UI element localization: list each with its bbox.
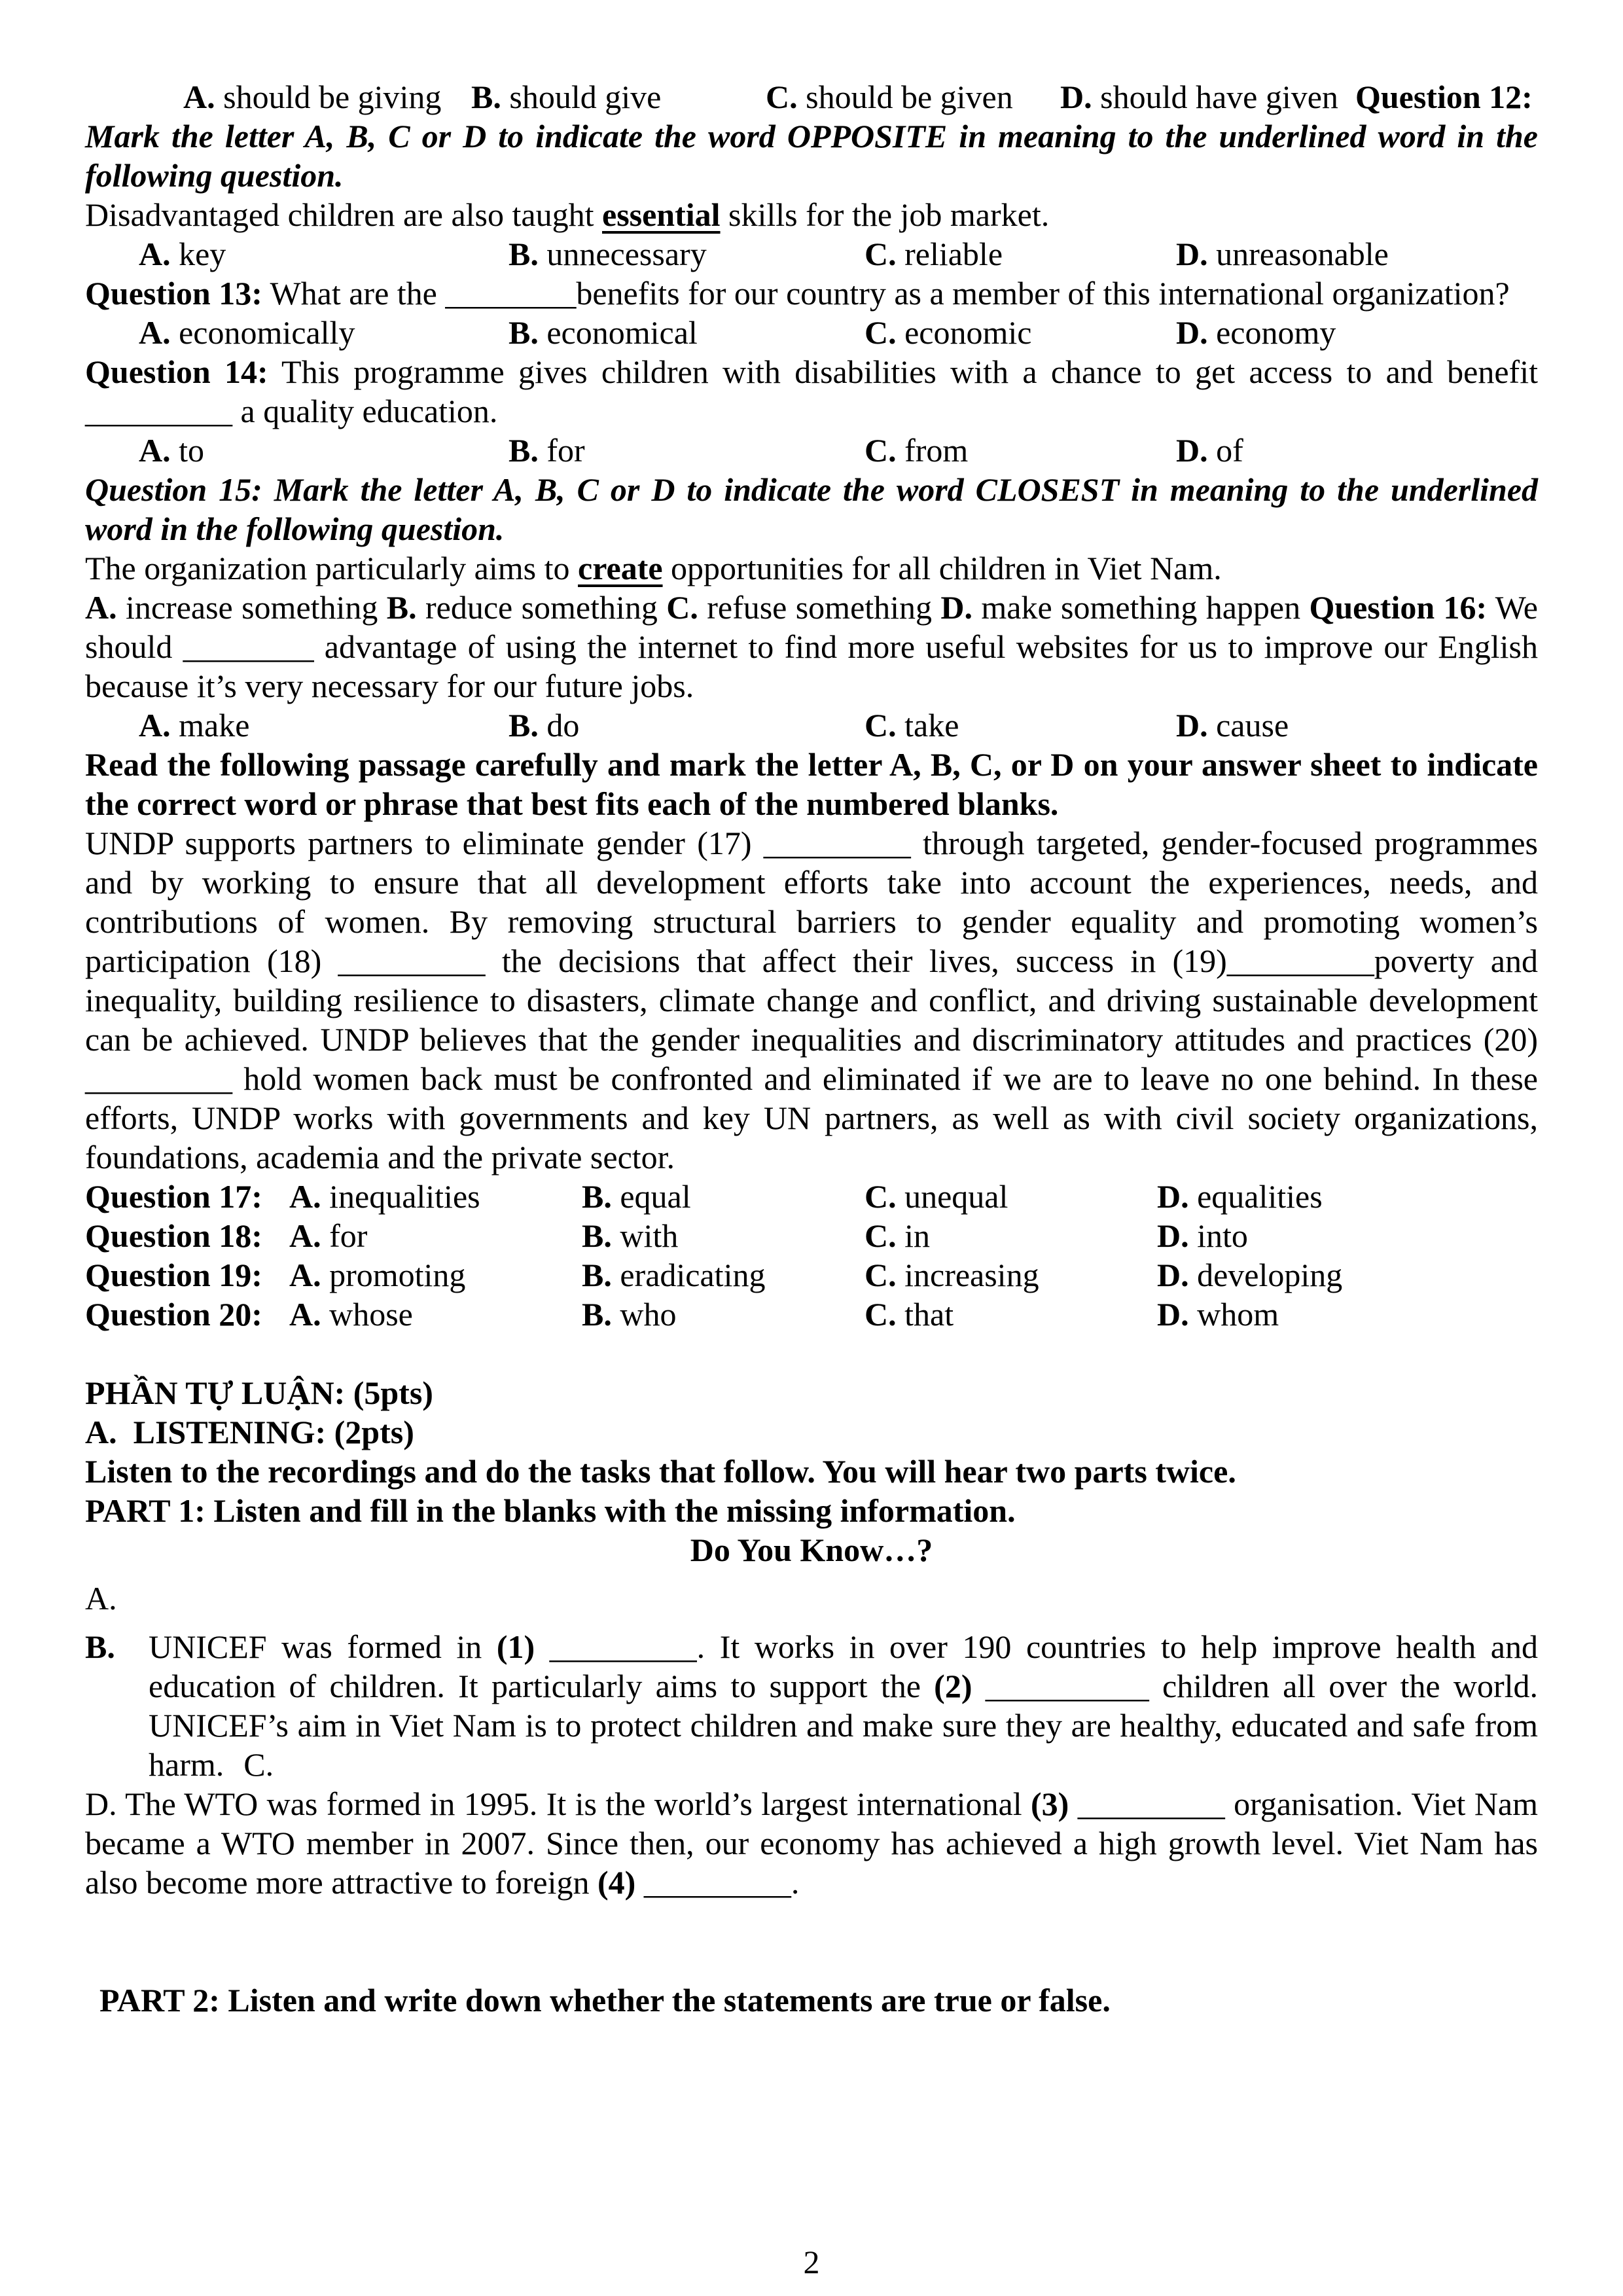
option-letter-b: B. (508, 432, 539, 469)
option-letter-d: D. (1176, 314, 1208, 351)
question-label: Question 19: (85, 1257, 262, 1293)
option-b (582, 1216, 865, 1255)
option-b (582, 1295, 865, 1334)
item-b-label: B. (85, 1628, 115, 1665)
option-c (865, 431, 1176, 470)
blank-number-3: (3) (1031, 1785, 1069, 1822)
option-letter-b: B. (508, 707, 539, 744)
option-b (582, 1255, 865, 1295)
q18-row (85, 1216, 1538, 1255)
option-letter-c: C. (865, 1178, 897, 1215)
option-text-c: unequal (904, 1178, 1008, 1215)
option-letter-d: D. (1176, 236, 1208, 272)
option-letter-d: D. (1176, 432, 1208, 469)
spacer (85, 1334, 1538, 1373)
option-d (1157, 1177, 1538, 1216)
option-text-b: with (620, 1217, 679, 1254)
option-b (508, 234, 865, 274)
option-letter-b: B. (582, 1257, 612, 1293)
option-b (471, 77, 766, 117)
option-text-a: economically (179, 314, 355, 351)
option-d (1176, 431, 1538, 470)
option-letter-a: A. (289, 1178, 321, 1215)
option-text-d: developing (1197, 1257, 1343, 1293)
q17-row (85, 1177, 1538, 1216)
question-text: What are the ________benefits for our country as a member of this international organization? (262, 275, 1510, 312)
question-label: Question 14: (85, 353, 268, 390)
spacer (85, 1570, 1538, 1579)
option-c (865, 1255, 1157, 1295)
q11-options-row (85, 77, 1538, 117)
option-d (1157, 1295, 1538, 1334)
option-text-b: unnecessary (546, 236, 707, 272)
option-text-b: do (546, 707, 580, 744)
essay-section-title: PHẦN TỰ LUẬN: (5pts) (85, 1374, 433, 1411)
option-letter-d: D. (1157, 1217, 1189, 1254)
option-d (1157, 1255, 1538, 1295)
q19-row (85, 1255, 1538, 1295)
option-c (865, 234, 1176, 274)
option-a (289, 1255, 582, 1295)
option-letter-c: C. (865, 707, 897, 744)
option-b (508, 706, 865, 745)
option-text-a: promoting (329, 1257, 466, 1293)
listening-title: A. LISTENING: (2pts) (85, 1414, 414, 1450)
option-text-d: should have given (1100, 79, 1338, 115)
option-text-b: eradicating (620, 1257, 766, 1293)
item-b-text-2: _________. It works in over 190 countries to help improve health and education of children. It particularly aims to support the (149, 1628, 1538, 1704)
option-letter-c: C. (766, 79, 798, 115)
option-letter-c: C. (865, 1257, 897, 1293)
option-letter-d: D. (940, 589, 973, 626)
option-text-b: economical (546, 314, 698, 351)
option-letter-d: D. (1176, 707, 1208, 744)
option-c (865, 1177, 1157, 1216)
option-letter-b: B. (582, 1217, 612, 1254)
option-text-b: who (620, 1296, 677, 1333)
option-letter-a: A. (85, 589, 117, 626)
spacer (85, 1941, 1538, 1981)
option-a (289, 1216, 582, 1255)
option-text-c: refuse something (698, 589, 941, 626)
sentence-pre: The organization particularly aims to (85, 550, 579, 586)
option-letter-c: C. (865, 236, 897, 272)
question-16-text: We should ________ advantage of using the internet to find more useful websites for us to improve our English because it’s very necessary for our future jobs. (85, 589, 1539, 704)
option-a (139, 313, 508, 352)
listening-item-d (85, 1784, 1538, 1902)
option-text-a: make (179, 707, 250, 744)
option-text-a: for (329, 1217, 368, 1254)
listening-item-a: A. (85, 1580, 117, 1617)
q12-options-row (85, 234, 1538, 274)
option-text-d: equalities (1197, 1178, 1323, 1215)
blank-number-4: (4) (597, 1864, 636, 1901)
option-letter-d: D. (1060, 79, 1092, 115)
spacer (85, 1618, 1538, 1627)
option-text-d: into (1197, 1217, 1248, 1254)
option-letter-a: A. (139, 236, 171, 272)
option-text-b: should give (509, 79, 662, 115)
page-number: 2 (803, 2244, 820, 2280)
option-letter-d: D. (1157, 1178, 1189, 1215)
q13-options-row (85, 313, 1538, 352)
question-text: This programme gives children with disabilities with a chance to get access to and benefit _________ a quality education. (85, 353, 1538, 429)
sentence-post: skills for the job market. (720, 196, 1050, 233)
option-a (289, 1295, 582, 1334)
question-16-label: Question 16: (1309, 589, 1488, 626)
option-a (289, 1177, 582, 1216)
option-letter-b: B. (386, 589, 417, 626)
item-c-label: C. (243, 1746, 274, 1783)
part2-title: PART 2: Listen and write down whether the statements are true or false. (99, 1982, 1111, 2018)
option-text-c: should be given (806, 79, 1013, 115)
item-b-text-1: UNICEF was formed in (149, 1628, 497, 1665)
option-text-b: reduce something (416, 589, 667, 626)
item-d-label: D. (85, 1785, 117, 1822)
option-letter-a: A. (289, 1257, 321, 1293)
option-letter-c: C. (666, 589, 698, 626)
cloze-directions: Read the following passage carefully and mark the letter A, B, C, or D on your answer sheet to indicate the correct word or phrase that best fits each of the numbered blanks. (85, 746, 1538, 822)
option-text-d: make something happen (972, 589, 1310, 626)
item-d-text-1: The WTO was formed in 1995. It is the world’s largest international (116, 1785, 1031, 1822)
option-c (865, 313, 1176, 352)
question-label: Question 20: (85, 1296, 262, 1333)
option-text-d: unreasonable (1216, 236, 1389, 272)
option-d (1176, 313, 1538, 352)
directions-text: Mark the letter A, B, C or D to indicate the word CLOSEST in meaning to the underlined word in the following question. (85, 471, 1539, 547)
q13-line (85, 274, 1538, 313)
option-text-c: take (904, 707, 959, 744)
option-text-d: of (1216, 432, 1243, 469)
blank-number-1: (1) (496, 1628, 535, 1665)
option-b (508, 313, 865, 352)
listening-item-b (85, 1627, 1538, 1784)
question-label: Question 17: (85, 1178, 262, 1215)
option-letter-b: B. (508, 236, 539, 272)
question-12-label: Question 12: (1355, 79, 1533, 115)
option-letter-a: A. (139, 314, 171, 351)
option-c (766, 77, 1060, 117)
cloze-passage: UNDP supports partners to eliminate gender (17) _________ through targeted, gender-focused programmes and by working to ensure that all development efforts take into account the experiences, needs, and contributions of women. By removing structural barriers to gender equality and promoting women’s participation (18) _________ the decisions that affect their lives, success in (19)_________poverty and inequality, building resilience to disasters, climate change and conflict, and driving sustainable development can be achieved. UNDP believes that the gender inequalities and discriminatory attitudes and practices (20) _________ hold women back must be confronted and eliminated if we are to leave no one behind. In these efforts, UNDP works with governments and key UN partners, as well as with civil society organizations, foundations, academia and the private sector. (85, 825, 1538, 1175)
option-letter-a: A. (289, 1217, 321, 1254)
q15-options-and-q16 (85, 588, 1538, 706)
question-label: Question 13: (85, 275, 262, 312)
option-text-c: in (904, 1217, 931, 1254)
option-letter-c: C. (865, 432, 897, 469)
option-a (139, 431, 508, 470)
option-d (1176, 234, 1538, 274)
item-b-text-3: __________ children all over the world. UNICEF’s aim in Viet Nam is to protect children and make sure they are healthy, educated and safe from harm. (149, 1668, 1538, 1783)
option-text-d: economy (1216, 314, 1336, 351)
option-a (139, 706, 508, 745)
q15-sentence (85, 548, 1538, 588)
option-text-a: to (179, 432, 205, 469)
blank-number-2: (2) (934, 1668, 972, 1704)
recording-title: Do You Know…? (690, 1532, 933, 1568)
option-text-c: reliable (904, 236, 1003, 272)
option-b (508, 431, 865, 470)
option-d (1176, 706, 1538, 745)
q16-options-row (85, 706, 1538, 745)
underlined-word-create: create (578, 550, 663, 586)
item-d-text-3: _________. (635, 1864, 800, 1901)
q20-row (85, 1295, 1538, 1334)
item-d-text-2: _________ organisation. Viet Nam became a WTO member in 2007. Since then, our economy has achieved a high growth level. Viet Nam has also become more attractive to foreign (85, 1785, 1539, 1901)
spacer (85, 1902, 1538, 1941)
question-label: Question 15: (85, 471, 262, 508)
option-letter-c: C. (865, 314, 897, 351)
sentence-post: opportunities for all children in Viet Nam. (662, 550, 1222, 586)
q14-line (85, 352, 1538, 431)
option-text-a: whose (329, 1296, 413, 1333)
option-text-d: whom (1197, 1296, 1279, 1333)
q12-sentence (85, 195, 1538, 234)
underlined-word-essential: essential (602, 196, 721, 233)
option-letter-d: D. (1157, 1296, 1189, 1333)
option-letter-a: A. (139, 707, 171, 744)
option-c (865, 706, 1176, 745)
option-letter-a: A. (183, 79, 215, 115)
q12-directions: Mark the letter A, B, C or D to indicate the word OPPOSITE in meaning to the underlined word in the following question. (85, 118, 1538, 194)
option-text-c: from (904, 432, 969, 469)
option-c (865, 1295, 1157, 1334)
q15-directions (85, 470, 1538, 548)
option-letter-c: C. (865, 1296, 897, 1333)
question-label: Question 18: (85, 1217, 262, 1254)
option-text-a: inequalities (329, 1178, 480, 1215)
sentence-pre: Disadvantaged children are also taught (85, 196, 602, 233)
option-text-a: should be giving (223, 79, 442, 115)
option-text-b: for (546, 432, 585, 469)
option-a (139, 234, 508, 274)
option-d (1060, 77, 1538, 117)
option-a (183, 77, 471, 117)
option-text-c: increasing (904, 1257, 1039, 1293)
option-text-c: economic (904, 314, 1032, 351)
option-b (582, 1177, 865, 1216)
option-letter-b: B. (582, 1296, 612, 1333)
listening-instructions: Listen to the recordings and do the tasks that follow. You will hear two parts twice. (85, 1453, 1236, 1490)
option-d (1157, 1216, 1538, 1255)
q14-options-row (85, 431, 1538, 470)
option-letter-b: B. (508, 314, 539, 351)
option-letter-a: A. (289, 1296, 321, 1333)
option-letter-c: C. (865, 1217, 897, 1254)
option-letter-b: B. (471, 79, 501, 115)
option-text-a: increase something (116, 589, 387, 626)
option-text-b: equal (620, 1178, 691, 1215)
option-letter-b: B. (582, 1178, 612, 1215)
option-c (865, 1216, 1157, 1255)
part1-title: PART 1: Listen and fill in the blanks with the missing information. (85, 1492, 1016, 1529)
option-letter-d: D. (1157, 1257, 1189, 1293)
option-text-a: key (179, 236, 226, 272)
option-letter-a: A. (139, 432, 171, 469)
option-text-d: cause (1216, 707, 1289, 744)
option-text-c: that (904, 1296, 954, 1333)
